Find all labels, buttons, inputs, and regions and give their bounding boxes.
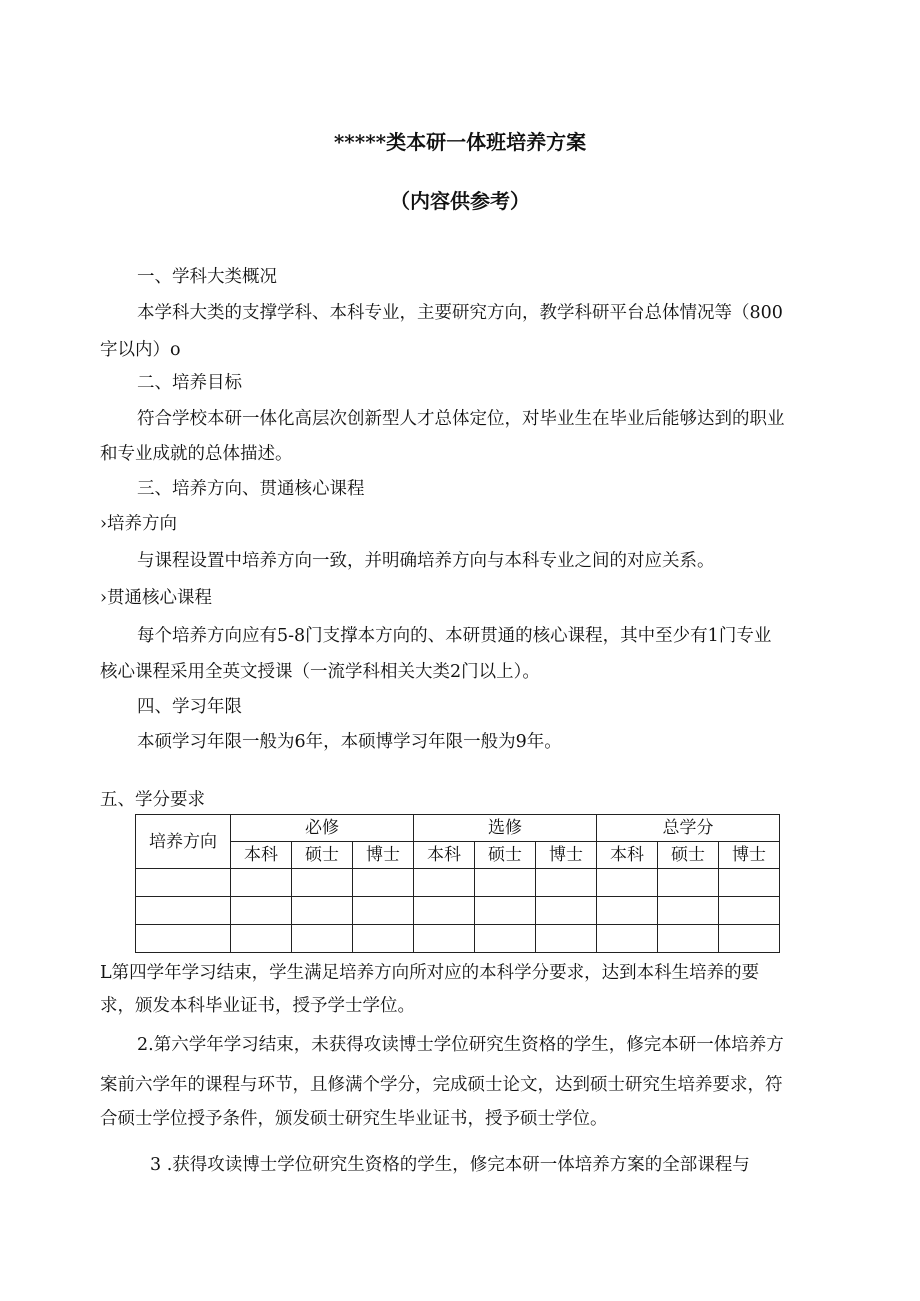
- credit-table: [135, 814, 780, 953]
- table-cell: [536, 925, 597, 953]
- section-3-text: 与课程设置中培养方向一致，并明确培养方向与本科专业之间的对应关系。: [137, 551, 715, 571]
- subheading-core-courses: ›贯通核心课程: [100, 588, 212, 608]
- table-cell: [136, 925, 231, 953]
- table-cell: [292, 925, 353, 953]
- table-cell: [292, 869, 353, 897]
- table-cell: [719, 869, 780, 897]
- table-row: [136, 897, 780, 925]
- section-1-text: 字以内）o: [100, 340, 181, 360]
- table-cell: [597, 869, 658, 897]
- table-cell: [658, 897, 719, 925]
- table-cell: [536, 897, 597, 925]
- table-cell: [658, 925, 719, 953]
- subheader: 本科: [597, 842, 658, 869]
- subheader: 本科: [414, 842, 475, 869]
- header-elective: 选修: [414, 815, 597, 842]
- header-total: 总学分: [597, 815, 780, 842]
- table-cell: [231, 869, 292, 897]
- table-cell: [353, 925, 414, 953]
- table-cell: [719, 897, 780, 925]
- header-required: 必修: [231, 815, 414, 842]
- section-5-text: L第四学年学习结束，学生满足培养方向所对应的本科学分要求，达到本科生培养的要: [100, 963, 760, 983]
- table-cell: [475, 925, 536, 953]
- section-4-text: 本硕学习年限一般为6年，本硕博学习年限一般为9年。: [137, 732, 562, 752]
- document-title: *****类本研一体班培养方案: [333, 130, 587, 154]
- section-5-text: 合硕士学位授予条件，颁发硕士研究生毕业证书，授予硕士学位。: [100, 1109, 608, 1129]
- section-1-heading: 一、学科大类概况: [137, 267, 277, 287]
- table-cell: [719, 925, 780, 953]
- table-cell: [658, 869, 719, 897]
- header-direction: 培养方向: [136, 815, 231, 869]
- subheading-direction: ›培养方向: [100, 514, 177, 534]
- section-3-heading: 三、培养方向、贯通核心课程: [137, 479, 365, 499]
- subheader: 本科: [231, 842, 292, 869]
- section-5-text: 2.第六学年学习结束，未获得攻读博士学位研究生资格的学生，修完本研一体培养方: [137, 1035, 784, 1055]
- subheader: 博士: [536, 842, 597, 869]
- table-cell: [475, 869, 536, 897]
- subheader: 硕士: [475, 842, 536, 869]
- table-cell: [597, 925, 658, 953]
- table-cell: [136, 897, 231, 925]
- section-5-heading: 五、学分要求: [100, 790, 205, 810]
- section-2-heading: 二、培养目标: [137, 373, 242, 393]
- table-cell: [414, 897, 475, 925]
- section-3-text: 核心课程采用全英文授课（一流学科相关大类2门以上）。: [100, 662, 540, 682]
- section-1-text: 本学科大类的支撑学科、本科专业，主要研究方向，教学科研平台总体情况等（800: [137, 303, 783, 323]
- section-3-text: 每个培养方向应有5-8门支撑本方向的、本研贯通的核心课程，其中至少有1门专业: [137, 626, 772, 646]
- section-5-text: 求，颁发本科毕业证书，授予学士学位。: [100, 996, 415, 1016]
- table-cell: [414, 925, 475, 953]
- section-5-text: 3 .获得攻读博士学位研究生资格的学生，修完本研一体培养方案的全部课程与: [150, 1155, 750, 1175]
- section-2-text: 和专业成就的总体描述。: [100, 444, 293, 464]
- table-row: [136, 925, 780, 953]
- table-cell: [597, 897, 658, 925]
- table-cell: [231, 925, 292, 953]
- subheader: 硕士: [292, 842, 353, 869]
- section-5-text: 案前六学年的课程与环节，且修满个学分，完成硕士论文，达到硕士研究生培养要求，符: [100, 1075, 783, 1095]
- table-cell: [353, 869, 414, 897]
- table-cell: [536, 869, 597, 897]
- table-cell: [136, 869, 231, 897]
- subheader: 硕士: [658, 842, 719, 869]
- table-cell: [231, 897, 292, 925]
- table-row: [136, 869, 780, 897]
- document-subtitle: （内容供参考）: [390, 189, 530, 213]
- section-2-text: 符合学校本研一体化高层次创新型人才总体定位，对毕业生在毕业后能够达到的职业: [137, 409, 785, 429]
- section-4-heading: 四、学习年限: [137, 697, 242, 717]
- table-cell: [292, 897, 353, 925]
- subheader: 博士: [719, 842, 780, 869]
- table-cell: [353, 897, 414, 925]
- subheader: 博士: [353, 842, 414, 869]
- table-cell: [414, 869, 475, 897]
- table-cell: [475, 897, 536, 925]
